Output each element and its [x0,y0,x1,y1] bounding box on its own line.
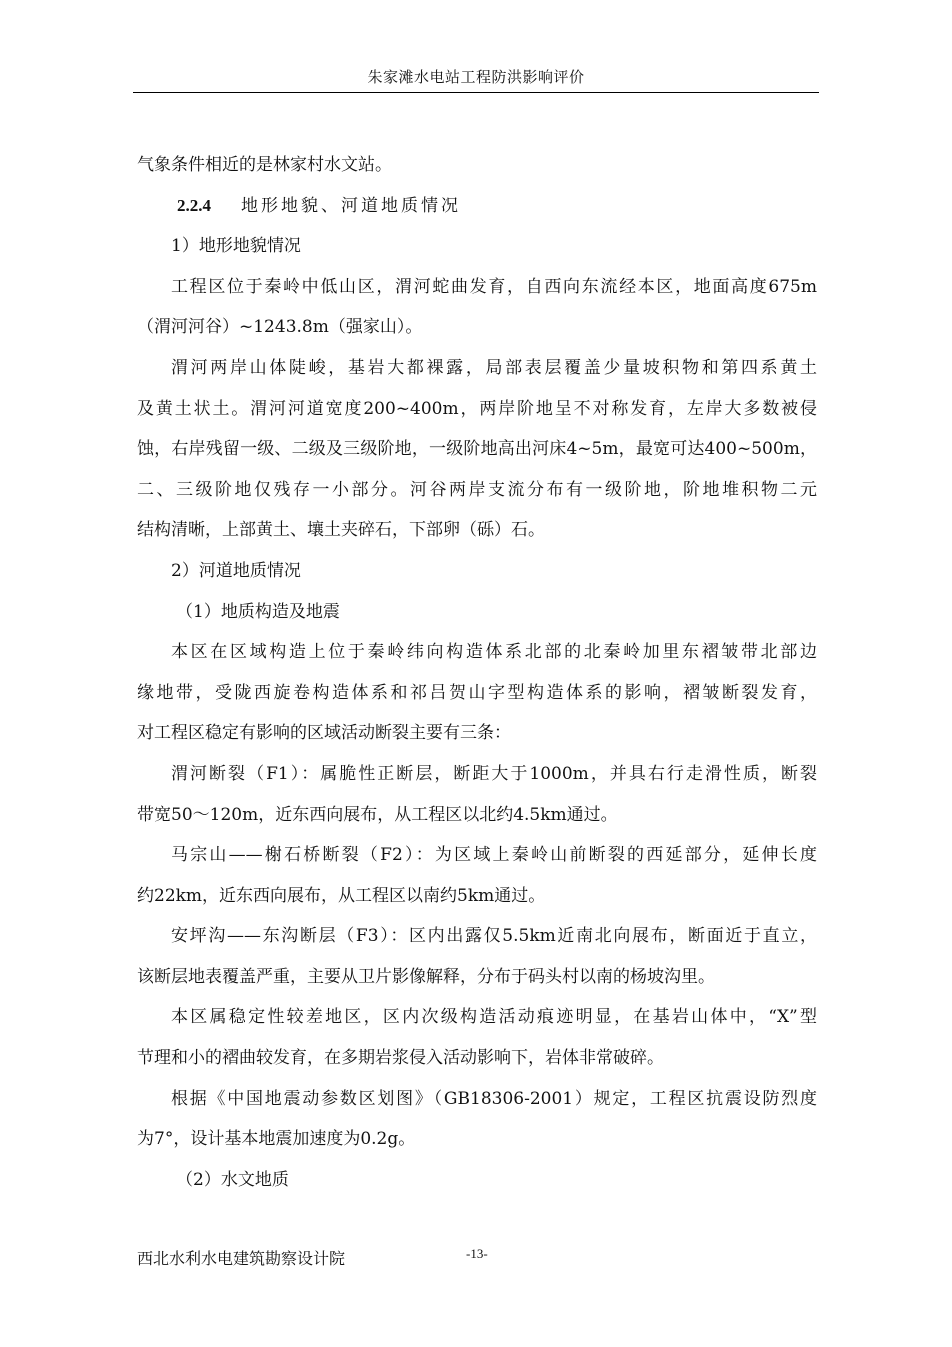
body-line: 缘地带，受陇西旋卷构造体系和祁吕贺山字型构造体系的影响，褶皱断裂发育， [137,682,817,703]
body-line: 及黄土状土。渭河河道宽度200~400m，两岸阶地呈不对称发育，左岸大多数被侵 [137,398,817,419]
subsection-heading: 1）地形地貌情况 [171,236,301,257]
body-line: 对工程区稳定有影响的区域活动断裂主要有三条： [137,723,511,744]
subsection-heading: （2）水文地质 [176,1169,289,1190]
body-line: 工程区位于秦岭中低山区，渭河蛇曲发育，自西向东流经本区，地面高度675m [171,276,817,297]
body-line: 气象条件相近的是林家村水文站。 [137,155,392,175]
body-line: （渭河河谷）~1243.8m（强家山）。 [137,317,423,338]
body-line: 节理和小的褶曲较发育，在多期岩浆侵入活动影响下，岩体非常破碎。 [137,1048,664,1069]
body-line: 结构清晰，上部黄土、壤土夹碎石，下部卵（砾）石。 [137,520,545,541]
body-line: 二、三级阶地仅残存一小部分。河谷两岸支流分布有一级阶地，阶地堆积物二元 [137,479,817,500]
body-line: 为7°，设计基本地震加速度为0.2g。 [137,1129,416,1150]
body-line: 该断层地表覆盖严重，主要从卫片影像解释，分布于码头村以南的杨坡沟里。 [137,966,715,987]
body-line: 本区属稳定性较差地区，区内次级构造活动痕迹明显，在基岩山体中，“X”型 [171,1007,817,1028]
body-line: 渭河断裂（F1）：属脆性正断层，断距大于1000m，并具右行走滑性质，断裂 [171,763,817,784]
section-title: 地形地貌、河道地质情况 [241,195,461,216]
body-line: 本区在区域构造上位于秦岭纬向构造体系北部的北秦岭加里东褶皱带北部边 [171,642,817,663]
section-number: 2.2.4 [177,195,211,215]
section-heading [137,186,817,227]
footer-organization: 西北水利水电建筑勘察设计院 [137,1249,346,1268]
body-line: 带宽50～120m，近东西向展布，从工程区以北约4.5km通过。 [137,804,618,825]
body-line: 根据《中国地震动参数区划图》（GB18306-2001）规定，工程区抗震设防烈度 [171,1088,817,1109]
body-line: 安坪沟——东沟断层（F3）：区内出露仅5.5km近南北向展布，断面近于直立， [171,926,817,947]
body-line: 马宗山——榭石桥断裂（F2）：为区域上秦岭山前断裂的西延部分，延伸长度 [171,845,817,866]
body-line: 渭河两岸山体陡峻，基岩大都裸露，局部表层覆盖少量坡积物和第四系黄土 [171,357,817,378]
body-line: 约22km，近东西向展布，从工程区以南约5km通过。 [137,885,546,906]
header-rule [133,92,819,93]
document-body [137,145,817,1200]
body-line: 蚀，右岸残留一级、二级及三级阶地，一级阶地高出河床4~5m，最宽可达400~500m， [137,439,817,460]
subsection-heading: （1）地质构造及地震 [176,601,340,622]
page-number: -13- [466,1246,488,1261]
subsection-heading: 2）河道地质情况 [171,560,301,581]
header-title: 朱家滩水电站工程防洪影响评价 [367,68,585,86]
